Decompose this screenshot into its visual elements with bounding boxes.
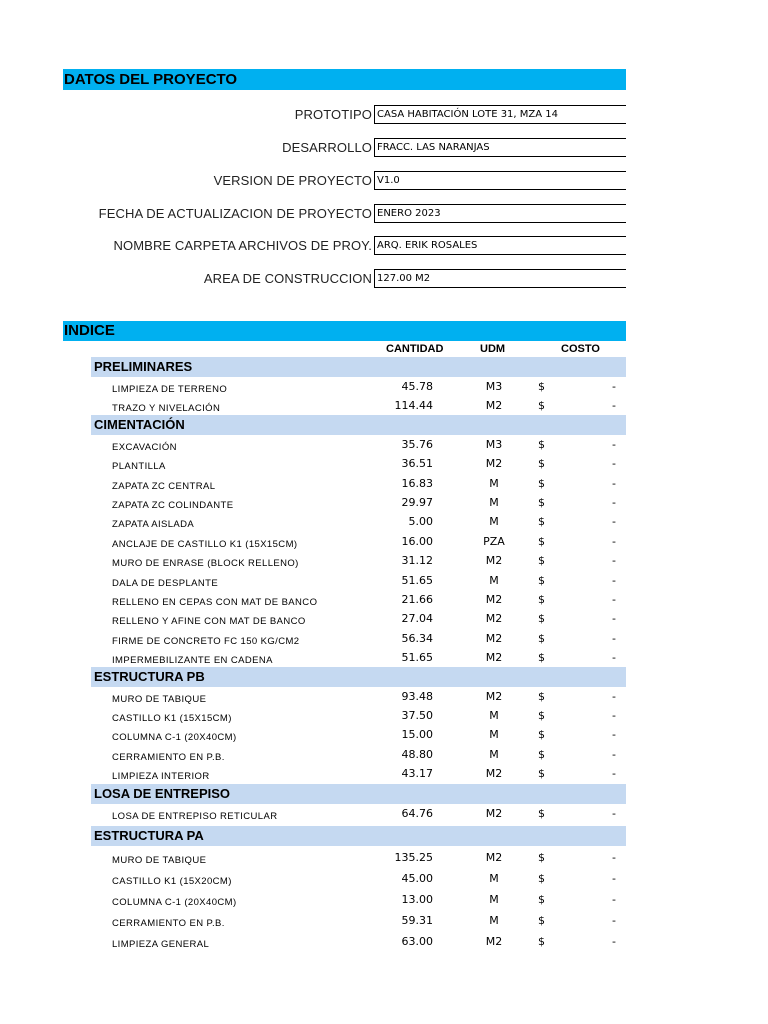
item-name: CASTILLO K1 (15X15CM) bbox=[112, 713, 232, 724]
item-unit: M2 bbox=[485, 399, 503, 412]
table-row bbox=[63, 437, 626, 456]
field-row-area bbox=[63, 269, 626, 289]
field-label: AREA DE CONSTRUCCION bbox=[203, 271, 372, 286]
item-quantity: 31.12 bbox=[401, 554, 433, 567]
table-row bbox=[63, 850, 626, 869]
item-quantity: 48.80 bbox=[401, 748, 433, 761]
item-name: ZAPATA ZC COLINDANTE bbox=[112, 500, 234, 511]
item-cost: - bbox=[612, 807, 616, 820]
item-cost: - bbox=[612, 872, 616, 885]
index-banner bbox=[63, 321, 626, 341]
item-name: IMPERMEBILIZANTE EN CADENA bbox=[112, 655, 273, 666]
currency-symbol: $ bbox=[538, 612, 545, 625]
item-cost: - bbox=[612, 612, 616, 625]
table-row bbox=[63, 495, 626, 514]
currency-symbol: $ bbox=[538, 893, 545, 906]
item-cost: - bbox=[612, 535, 616, 548]
item-quantity: 13.00 bbox=[401, 893, 433, 906]
field-value[interactable]: FRACC. LAS NARANJAS bbox=[374, 138, 626, 157]
section-header bbox=[91, 826, 626, 846]
field-value[interactable]: ENERO 2023 bbox=[374, 204, 626, 223]
currency-symbol: $ bbox=[538, 457, 545, 470]
item-unit: M bbox=[489, 893, 499, 906]
item-unit: M3 bbox=[485, 380, 503, 393]
item-name: COLUMNA C-1 (20X40CM) bbox=[112, 732, 237, 743]
item-unit: M bbox=[489, 515, 499, 528]
item-name: ANCLAJE DE CASTILLO K1 (15X15CM) bbox=[112, 539, 298, 550]
table-row bbox=[63, 727, 626, 746]
currency-symbol: $ bbox=[538, 535, 545, 548]
item-quantity: 45.00 bbox=[401, 872, 433, 885]
item-unit: M2 bbox=[485, 767, 503, 780]
table-row bbox=[63, 708, 626, 727]
section-title: LOSA DE ENTREPISO bbox=[94, 786, 231, 801]
item-quantity: 51.65 bbox=[401, 574, 433, 587]
item-quantity: 56.34 bbox=[401, 632, 433, 645]
item-quantity: 51.65 bbox=[401, 651, 433, 664]
field-label: VERSION DE PROYECTO bbox=[213, 173, 372, 188]
section-header bbox=[91, 357, 626, 377]
section-title: ESTRUCTURA PB bbox=[94, 669, 205, 684]
currency-symbol: $ bbox=[538, 935, 545, 948]
item-unit: M bbox=[489, 574, 499, 587]
currency-symbol: $ bbox=[538, 748, 545, 761]
item-unit: M bbox=[489, 872, 499, 885]
index-title: INDICE bbox=[64, 322, 115, 339]
table-row bbox=[63, 934, 626, 953]
table-row bbox=[63, 892, 626, 911]
item-quantity: 64.76 bbox=[401, 807, 433, 820]
field-value[interactable]: V1.0 bbox=[374, 171, 626, 190]
item-cost: - bbox=[612, 496, 616, 509]
item-cost: - bbox=[612, 851, 616, 864]
item-quantity: 5.00 bbox=[408, 515, 433, 528]
item-name: RELLENO Y AFINE CON MAT DE BANCO bbox=[112, 616, 306, 627]
item-quantity: 43.17 bbox=[401, 767, 433, 780]
item-name: MURO DE ENRASE (BLOCK RELLENO) bbox=[112, 558, 299, 569]
item-cost: - bbox=[612, 457, 616, 470]
currency-symbol: $ bbox=[538, 496, 545, 509]
table-row bbox=[63, 747, 626, 766]
item-quantity: 37.50 bbox=[401, 709, 433, 722]
table-row bbox=[63, 534, 626, 553]
item-quantity: 135.25 bbox=[394, 851, 433, 864]
item-name: MURO DE TABIQUE bbox=[112, 694, 207, 705]
field-value[interactable]: CASA HABITACIÓN LOTE 31, MZA 14 bbox=[374, 105, 626, 124]
currency-symbol: $ bbox=[538, 767, 545, 780]
field-row-fecha bbox=[63, 204, 626, 224]
item-cost: - bbox=[612, 914, 616, 927]
field-row-prototipo bbox=[63, 105, 626, 125]
item-cost: - bbox=[612, 515, 616, 528]
item-name: RELLENO EN CEPAS CON MAT DE BANCO bbox=[112, 597, 318, 608]
currency-symbol: $ bbox=[538, 515, 545, 528]
item-quantity: 45.78 bbox=[401, 380, 433, 393]
item-unit: M2 bbox=[485, 593, 503, 606]
currency-symbol: $ bbox=[538, 690, 545, 703]
item-quantity: 93.48 bbox=[401, 690, 433, 703]
item-unit: M bbox=[489, 477, 499, 490]
item-cost: - bbox=[612, 935, 616, 948]
table-row bbox=[63, 573, 626, 592]
item-cost: - bbox=[612, 574, 616, 587]
table-row bbox=[63, 514, 626, 533]
item-unit: M2 bbox=[485, 935, 503, 948]
currency-symbol: $ bbox=[538, 438, 545, 451]
item-name: ZAPATA ZC CENTRAL bbox=[112, 481, 216, 492]
item-cost: - bbox=[612, 399, 616, 412]
item-cost: - bbox=[612, 380, 616, 393]
item-quantity: 36.51 bbox=[401, 457, 433, 470]
item-quantity: 15.00 bbox=[401, 728, 433, 741]
section-header bbox=[91, 415, 626, 435]
item-name: ZAPATA AISLADA bbox=[112, 519, 195, 530]
item-unit: M bbox=[489, 914, 499, 927]
item-quantity: 27.04 bbox=[401, 612, 433, 625]
section-header bbox=[91, 784, 626, 804]
item-cost: - bbox=[612, 709, 616, 722]
item-name: LIMPIEZA INTERIOR bbox=[112, 771, 210, 782]
item-quantity: 29.97 bbox=[401, 496, 433, 509]
currency-symbol: $ bbox=[538, 477, 545, 490]
item-name: LIMPIEZA DE TERRENO bbox=[112, 384, 228, 395]
currency-symbol: $ bbox=[538, 851, 545, 864]
item-quantity: 114.44 bbox=[394, 399, 433, 412]
item-cost: - bbox=[612, 690, 616, 703]
section-title: PRELIMINARES bbox=[94, 359, 193, 374]
table-row bbox=[63, 456, 626, 475]
field-value[interactable]: 127.00 M2 bbox=[374, 269, 626, 288]
table-row bbox=[63, 806, 626, 825]
item-cost: - bbox=[612, 593, 616, 606]
item-quantity: 21.66 bbox=[401, 593, 433, 606]
item-unit: M bbox=[489, 748, 499, 761]
table-row bbox=[63, 871, 626, 890]
currency-symbol: $ bbox=[538, 554, 545, 567]
item-name: PLANTILLA bbox=[112, 461, 166, 472]
section-title: ESTRUCTURA PA bbox=[94, 828, 204, 843]
item-cost: - bbox=[612, 767, 616, 780]
item-cost: - bbox=[612, 438, 616, 451]
item-unit: M2 bbox=[485, 457, 503, 470]
item-unit: M2 bbox=[485, 612, 503, 625]
item-unit: M2 bbox=[485, 851, 503, 864]
item-quantity: 16.00 bbox=[401, 535, 433, 548]
item-unit: M2 bbox=[485, 690, 503, 703]
item-unit: M bbox=[489, 496, 499, 509]
item-cost: - bbox=[612, 651, 616, 664]
project-data-title: DATOS DEL PROYECTO bbox=[64, 71, 238, 88]
column-header-cantidad: CANTIDAD bbox=[386, 343, 444, 355]
item-name: MURO DE TABIQUE bbox=[112, 855, 207, 866]
column-header-udm: UDM bbox=[480, 343, 506, 355]
item-unit: M bbox=[489, 728, 499, 741]
table-row bbox=[63, 592, 626, 611]
item-unit: PZA bbox=[483, 535, 505, 548]
item-quantity: 63.00 bbox=[401, 935, 433, 948]
table-row bbox=[63, 553, 626, 572]
field-row-desarrollo bbox=[63, 138, 626, 158]
item-name: LIMPIEZA GENERAL bbox=[112, 939, 210, 950]
item-unit: M2 bbox=[485, 632, 503, 645]
item-name: CASTILLO K1 (15X20CM) bbox=[112, 876, 232, 887]
item-name: EXCAVACIÓN bbox=[112, 442, 177, 453]
item-name: COLUMNA C-1 (20X40CM) bbox=[112, 897, 237, 908]
field-value[interactable]: ARQ. ERIK ROSALES bbox=[374, 236, 626, 255]
table-row bbox=[63, 379, 626, 398]
section-header bbox=[91, 667, 626, 687]
table-row bbox=[63, 766, 626, 785]
item-unit: M3 bbox=[485, 438, 503, 451]
item-quantity: 16.83 bbox=[401, 477, 433, 490]
column-header-costo: COSTO bbox=[561, 343, 600, 355]
field-label: FECHA DE ACTUALIZACION DE PROYECTO bbox=[98, 206, 372, 221]
item-unit: M2 bbox=[485, 651, 503, 664]
currency-symbol: $ bbox=[538, 380, 545, 393]
item-cost: - bbox=[612, 477, 616, 490]
item-name: FIRME DE CONCRETO FC 150 KG/CM2 bbox=[112, 636, 300, 647]
table-row bbox=[63, 476, 626, 495]
table-row bbox=[63, 689, 626, 708]
currency-symbol: $ bbox=[538, 807, 545, 820]
currency-symbol: $ bbox=[538, 914, 545, 927]
item-name: DALA DE DESPLANTE bbox=[112, 578, 219, 589]
currency-symbol: $ bbox=[538, 872, 545, 885]
currency-symbol: $ bbox=[538, 728, 545, 741]
table-row bbox=[63, 631, 626, 650]
currency-symbol: $ bbox=[538, 651, 545, 664]
item-quantity: 59.31 bbox=[401, 914, 433, 927]
currency-symbol: $ bbox=[538, 632, 545, 645]
field-label: DESARROLLO bbox=[282, 140, 372, 155]
currency-symbol: $ bbox=[538, 709, 545, 722]
currency-symbol: $ bbox=[538, 399, 545, 412]
item-cost: - bbox=[612, 893, 616, 906]
field-row-carpeta bbox=[63, 236, 626, 256]
item-name: CERRAMIENTO EN P.B. bbox=[112, 918, 225, 929]
item-unit: M2 bbox=[485, 554, 503, 567]
table-row bbox=[63, 913, 626, 932]
item-name: CERRAMIENTO EN P.B. bbox=[112, 752, 225, 763]
item-unit: M2 bbox=[485, 807, 503, 820]
field-label: NOMBRE CARPETA ARCHIVOS DE PROY. bbox=[113, 238, 372, 253]
item-cost: - bbox=[612, 554, 616, 567]
field-row-version bbox=[63, 171, 626, 191]
item-cost: - bbox=[612, 728, 616, 741]
table-row bbox=[63, 611, 626, 630]
item-name: TRAZO Y NIVELACIÓN bbox=[112, 403, 221, 414]
item-name: LOSA DE ENTREPISO RETICULAR bbox=[112, 811, 278, 822]
item-unit: M bbox=[489, 709, 499, 722]
currency-symbol: $ bbox=[538, 574, 545, 587]
item-quantity: 35.76 bbox=[401, 438, 433, 451]
project-data-banner bbox=[63, 69, 626, 90]
section-title: CIMENTACIÓN bbox=[94, 417, 185, 432]
currency-symbol: $ bbox=[538, 593, 545, 606]
item-cost: - bbox=[612, 748, 616, 761]
field-label: PROTOTIPO bbox=[294, 107, 372, 122]
item-cost: - bbox=[612, 632, 616, 645]
